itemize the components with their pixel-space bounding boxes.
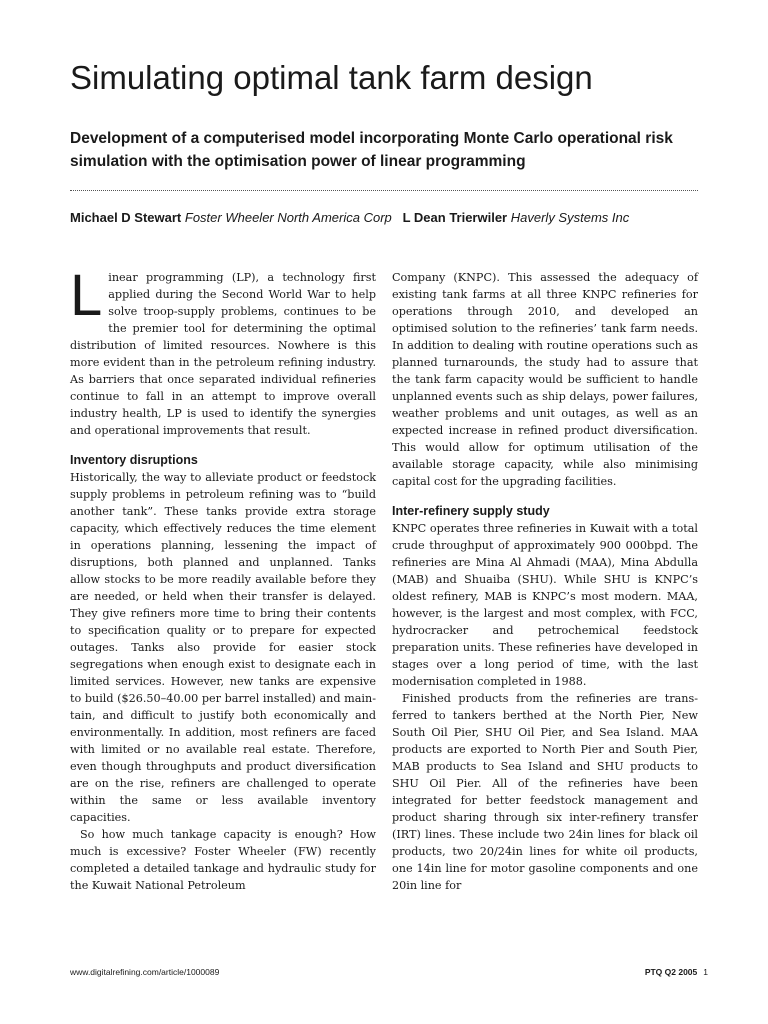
author-affiliation-1: Foster Wheeler North America Corp [184, 210, 392, 225]
article-subtitle: Development of a computerised model incorporating Monte Carlo operational risk simulation with the optimisation power of linear programming [70, 130, 673, 170]
body-paragraph: KNPC operates three refineries in Kuwait with a total crude throughput of approximately 900 000bpd. The refineries are Mina Al Ahmadi (MAA), Mina Abdulla (MAB) and Shuaiba (SHU). While SHU is KNPC’s oldest refinery, MAB is KNPC’s most modern. MAA, however, is the largest and most complex, with FCC, hydrocracker and petrochemical feedstock preparation units. These refineries have developed in stages over a long period of time, with the last modernisation completed in 1988. [392, 522, 698, 688]
intro-paragraph-text: inear programming (LP), a technology first applied during the Second World War to help solve troop-supply problems, continues to be the premier tool for determining the optimal distribution of limited resources. Nowhere is this more evident than in the petroleum refining industry. As barriers that once separated individual refineries continue to fall in an attempt to improve overall industry health, LP is used to identify the synergies and operational improvements that result. [70, 271, 376, 437]
page-number: 1 [703, 967, 708, 977]
body-paragraph: Finished products from the refineries are transferred to tankers berthed at the North Pier, New South Oil Pier, SHU Oil Pier, and Sea Island. MAA products are exported to North Pier and South Pier, MAB products to Sea Island and SHU products to SHU Oil Pier. All of the refineries have been integrated for better feedstock management and product sharing through six inter-refinery transfer (IRT) lines. These include two 24in lines for black oil products, two 20/24in lines for white oil products, one 14in line for motor gasoline components and one 20in line for [392, 692, 698, 892]
author-affiliation-2: Haverly Systems Inc [510, 210, 630, 225]
article-title: Simulating optimal tank farm design [70, 59, 593, 96]
body-paragraph: Company (KNPC). This assessed the adequacy of existing tank farms at all three KNPC refineries for operations through 2010, and developed an optimised solution to the refineries’ tank farm needs. In addition to dealing with routine operations such as planned turnarounds, the study had to assure that the tank farm capacity would be sufficient to handle unplanned events such as ship delays, power failures, weather problems and unit outages, as well as an expected increase in refined product diversification. This would allow for optimum utilisation of the available storage capacity, while also minimising capital cost for the upgrading facilities. [392, 271, 698, 488]
author-name-1: Michael D Stewart [70, 210, 182, 225]
left-column [70, 263, 376, 894]
heading-inter-refinery-supply-study: Inter-refinery supply study [392, 504, 550, 518]
dotted-divider [70, 190, 698, 191]
footer-url: www.digitalrefining.com/article/1000089 [70, 967, 220, 977]
footer-journal-info [645, 966, 708, 978]
heading-inventory-disruptions: Inventory disruptions [70, 453, 198, 467]
drop-cap: L [70, 263, 103, 328]
body-paragraph: Historically, the way to alleviate product or feedstock supply problems in petroleum refining was to “build another tank”. These tanks provide extra storage capacity, which effectively reduces the time element in operations planning, lessening the impact of disruptions, both planned and unplanned. Tanks allow stocks to be more readily available before they are needed, or held when their transfer is delayed. They give refiners more time to bring their contents to specification quality or to prepare for expected outages. Tanks also provide for easier stock segregations when enough exist to designate each in limited services. However, new tanks are expensive to build ($26.50–40.00 per barrel installed) and maintain, and difficult to justify both economically and environmentally. In addition, most refiners are faced with limited or no available real estate. Therefore, even though throughputs and product diversification are on the rise, refiners are challenged to operate within the same or less available inventory capacities. [70, 471, 376, 824]
footer-journal: PTQ Q2 2005 [644, 967, 698, 977]
body-paragraph: So how much tankage capacity is enough? How much is excessive? Foster Wheeler (FW) recently completed a detailed tankage and hydraulic study for the Kuwait National Petroleum [70, 828, 376, 892]
author-line [70, 208, 710, 228]
intro-paragraph [70, 263, 376, 439]
right-column [392, 269, 698, 894]
author-name-2: L Dean Trierwiler [402, 210, 508, 225]
